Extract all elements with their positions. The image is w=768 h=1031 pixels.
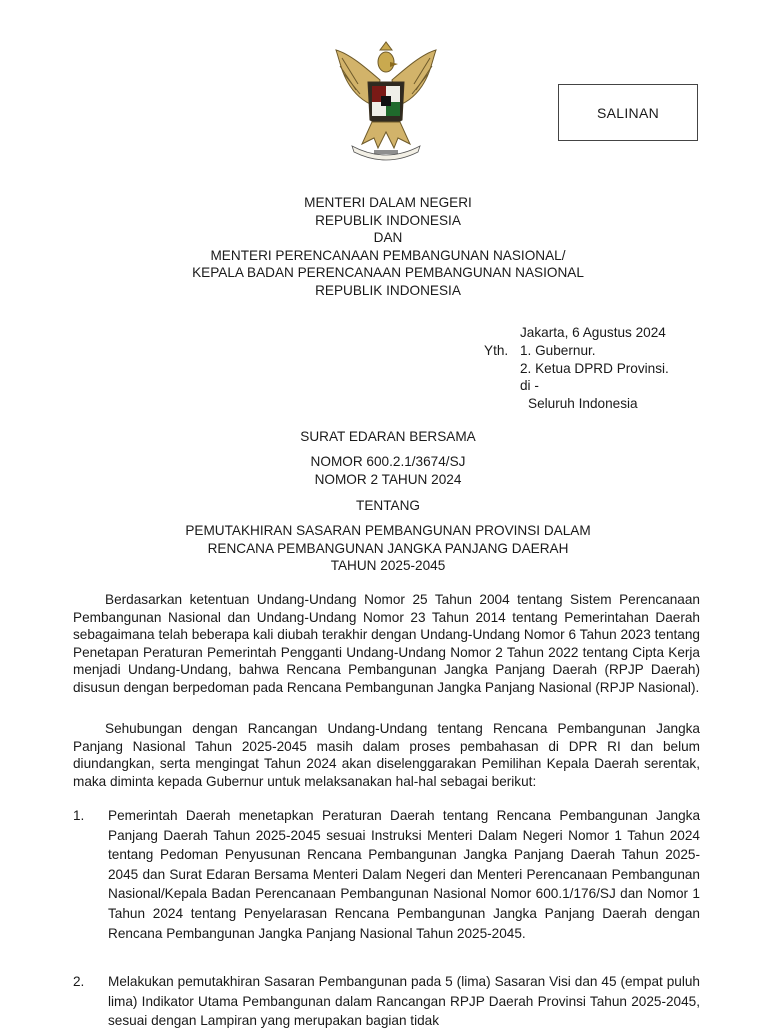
subject-line: PEMUTAKHIRAN SASARAN PEMBANGUNAN PROVINSI DALAM — [185, 523, 591, 538]
heading-line: MENTERI PERENCANAAN PEMBANGUNAN NASIONAL/ — [210, 247, 566, 263]
recipient-1: 1. Gubernur. — [520, 342, 596, 358]
heading-line: DAN — [373, 230, 403, 246]
issuer-heading — [80, 194, 696, 300]
heading-line: MENTERI DALAM NEGERI — [304, 195, 472, 210]
letter-date: Jakarta, 6 Agustus 2024 — [520, 325, 666, 340]
yth-label: Yth. — [484, 342, 509, 358]
list-text: Melakukan pemutakhiran Sasaran Pembangunan pada 5 (lima) Sasaran Visi dan 45 (empat puluh lima) Indikator Utama Pembangunan dalam Rancangan RPJP Daerah Provinsi Tahun 2025-2045, sesuai dengan Lampiran yang merupakan bagian tidak — [108, 974, 700, 1029]
di-label: di - — [520, 378, 539, 394]
document-type-title: SURAT EDARAN BERSAMA — [300, 429, 476, 444]
list-item-2 — [73, 972, 700, 1031]
document-number-2: NOMOR 2 TAHUN 2024 — [314, 471, 462, 487]
subject-line: RENCANA PEMBANGUNAN JANGKA PANJANG DAERAH — [207, 540, 569, 556]
document-subject — [80, 522, 696, 575]
list-number: 1. — [73, 808, 85, 823]
list-text: Pemerintah Daerah menetapkan Peraturan Daerah tentang Rencana Pembangunan Jangka Panjang Daerah Tahun 2025-2045 sesuai Instruksi Menteri Dalam Negeri Nomor 1 Tahun 2024 tentang Pedoman Penyusunan Rencana Pembangunan Jangka Panjang Daerah Tahun 2025-2045 dan Surat Edaran Bersama Menteri Dalam Negeri dan Menteri Perencanaan Pembangunan Nasional/Kepala Badan Perencanaan Pembangunan Nasional Nomor 600.1/176/SJ dan Nomor 1 Tahun 2024 tentang Penyelarasan Rencana Pembangunan Jangka Panjang Daerah dengan Rencana Pembangunan Jangka Panjang Nasional Tahun 2025-2045. — [108, 808, 700, 941]
heading-line: KEPALA BADAN PERENCANAAN PEMBANGUNAN NASIONAL — [192, 265, 584, 281]
document-numbers — [80, 453, 696, 488]
salinan-stamp: SALINAN — [558, 84, 698, 141]
list-number: 2. — [73, 974, 85, 989]
document-number-1: NOMOR 600.2.1/3674/SJ — [310, 454, 466, 469]
tentang-label-block — [80, 497, 696, 515]
heading-line: REPUBLIK INDONESIA — [315, 282, 461, 298]
body-paragraph-1: Berdasarkan ketentuan Undang-Undang Nomor 25 Tahun 2004 tentang Sistem Perencanaan Pembangunan Nasional dan Undang-Undang Nomor 23 Tahun 2014 tentang Pemerintahan Daerah sebagaimana telah beberapa kali diubah terakhir dengan Undang-Undang Nomor 6 Tahun 2023 tentang Penetapan Peraturan Pemerintah Pengganti Undang-Undang Nomor 2 Tahun 2022 tentang Cipta Kerja menjadi Undang-Undang, bahwa Rencana Pembangunan Jangka Panjang Daerah (RPJP Daerah) disusun dengan berpedoman pada Rencana Pembangunan Jangka Panjang Nasional (RPJP Nasional). — [73, 592, 700, 695]
heading-line: REPUBLIK INDONESIA — [315, 212, 461, 228]
subject-line: TAHUN 2025-2045 — [330, 558, 446, 573]
recipient-2: 2. Ketua DPRD Provinsi. — [520, 360, 669, 376]
garuda-emblem-icon — [328, 40, 444, 162]
tentang-label: TENTANG — [356, 498, 420, 513]
body-paragraph-2: Sehubungan dengan Rancangan Undang-Undang tentang Rencana Pembangunan Jangka Panjang Nasional Tahun 2025-2045 masih dalam proses pembahasan di DPR RI dan belum diundangkan, serta mengingat Tahun 2024 akan diselenggarakan Pemilihan Kepala Daerah serentak, maka diminta kepada Gubernur untuk melaksanakan hal-hal sebagai berikut: — [73, 721, 700, 789]
list-item-1 — [73, 806, 700, 943]
recipient-location: Seluruh Indonesia — [528, 396, 638, 412]
address-block — [484, 324, 669, 413]
document-type — [80, 428, 696, 446]
